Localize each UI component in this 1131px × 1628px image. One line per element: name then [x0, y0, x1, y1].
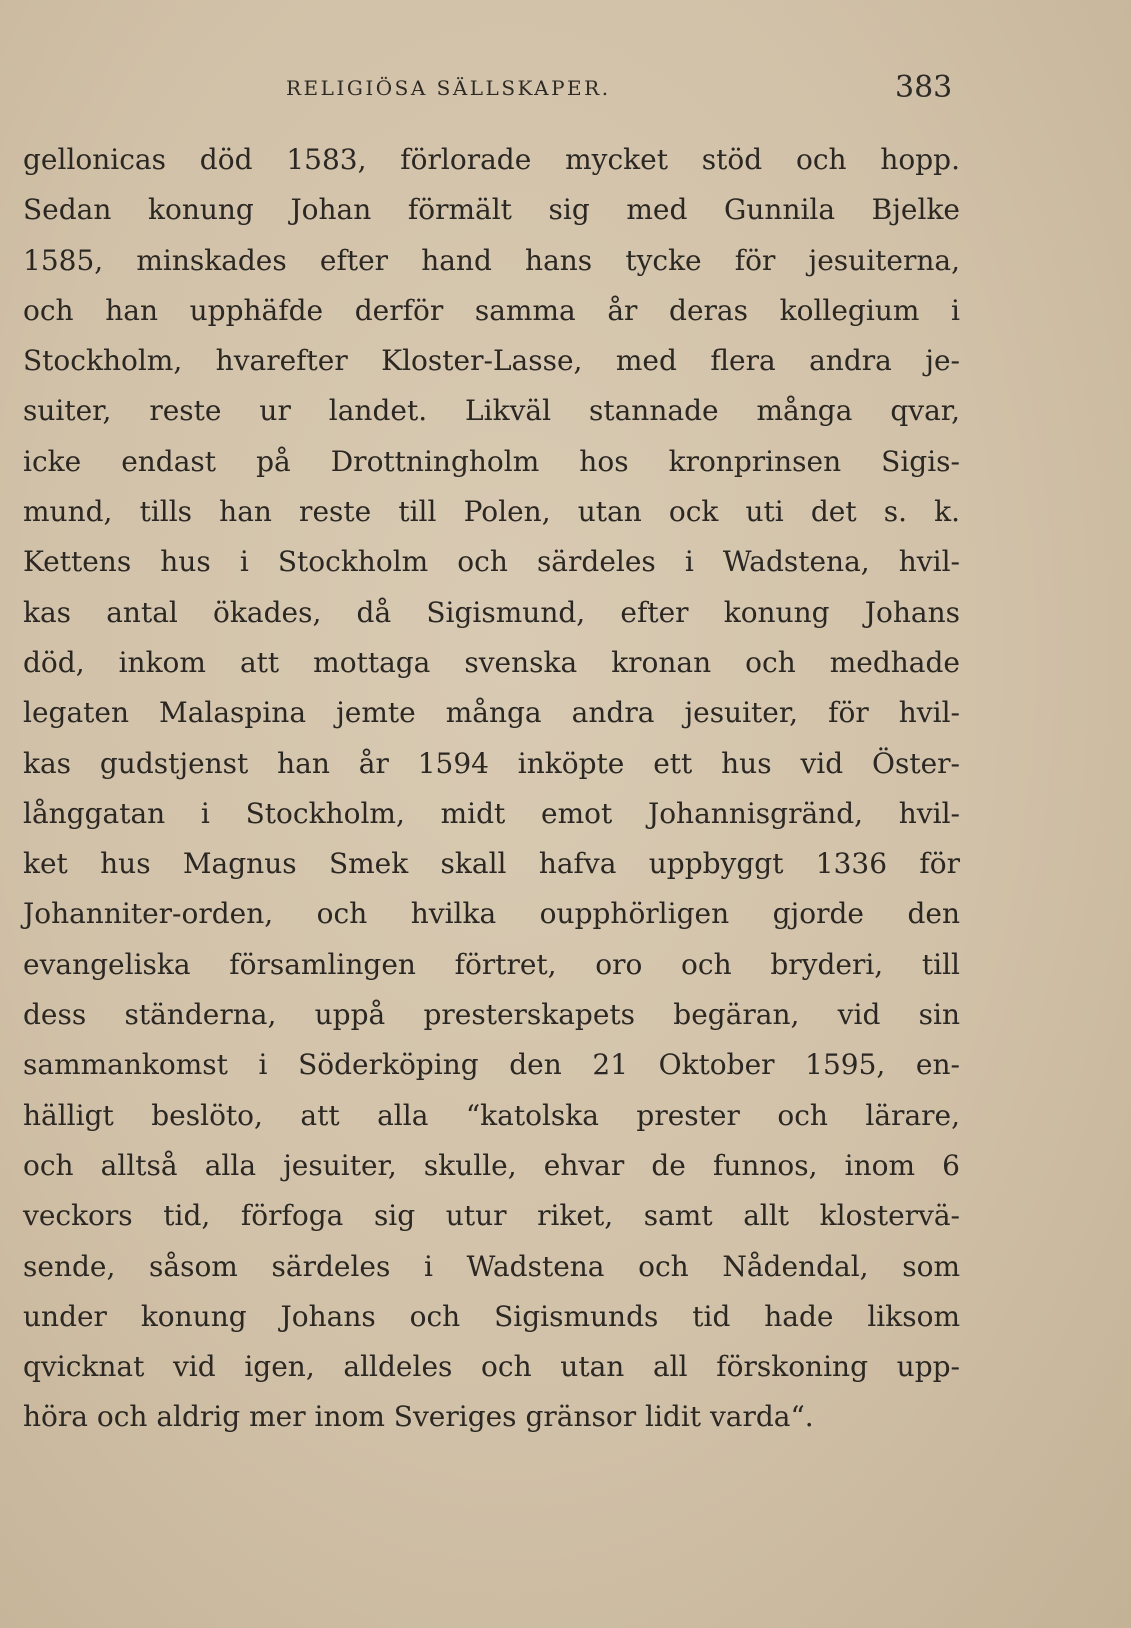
text-line: och alltså alla jesuiter, skulle, ehvar de funnos, inom 6 — [23, 1148, 960, 1182]
running-head — [0, 70, 960, 110]
text-line: under konung Johans och Sigismunds tid hade liksom — [23, 1299, 960, 1333]
text-line: gellonicas död 1583, förlorade mycket stöd och hopp. — [23, 143, 960, 176]
text-line: och han upphäfde derför samma år deras kollegium i — [23, 293, 960, 327]
text-line: evangeliska församlingen förtret, oro och bryderi, till — [23, 947, 960, 981]
text-line: qvicknat vid igen, alldeles och utan all förskoning upp- — [23, 1350, 960, 1384]
text-line: mund, tills han reste till Polen, utan ock uti det s. k. — [23, 495, 960, 529]
text-line: sammankomst i Söderköping den 21 Oktober 1595, en- — [23, 1048, 960, 1082]
text-line: ket hus Magnus Smek skall hafva uppbyggt 1336 för — [23, 847, 960, 881]
text-line: Kettens hus i Stockholm och särdeles i Wadstena, hvil- — [23, 545, 960, 579]
text-line: sende, såsom särdeles i Wadstena och Nådendal, som — [23, 1249, 960, 1283]
text-line: suiter, reste ur landet. Likväl stannade många qvar, — [23, 394, 960, 428]
text-line: legaten Malaspina jemte många andra jesuiter, för hvil- — [23, 696, 960, 730]
text-line: höra och aldrig mer inom Sveriges gränsor lidit varda“. — [23, 1400, 814, 1434]
text-line: död, inkom att mottaga svenska kronan och medhade — [23, 645, 960, 679]
text-line: hälligt beslöto, att alla “katolska prester och lärare, — [23, 1098, 960, 1132]
text-line: Stockholm, hvarefter Kloster-Lasse, med flera andra je- — [23, 344, 960, 378]
text-line: Sedan konung Johan förmält sig med Gunnila Bjelke — [23, 193, 960, 227]
text-line: kas gudstjenst han år 1594 inköpte ett hus vid Öster- — [23, 746, 960, 780]
text-line: icke endast på Drottningholm hos kronprinsen Sigis- — [23, 444, 960, 478]
text-line: Johanniter-orden, och hvilka oupphörligen gjorde den — [23, 897, 960, 931]
text-line: dess ständerna, uppå presterskapets begäran, vid sin — [23, 998, 960, 1032]
text-line: veckors tid, förfoga sig utur riket, samt allt klostervä- — [23, 1199, 960, 1233]
text-line: långgatan i Stockholm, midt emot Johannisgränd, hvil- — [23, 796, 960, 830]
text-line: 1585, minskades efter hand hans tycke för jesuiterna, — [23, 243, 960, 277]
body-text — [23, 135, 960, 1443]
page-number: 383 — [895, 70, 953, 105]
text-line: kas antal ökades, då Sigismund, efter konung Johans — [23, 595, 960, 629]
running-title: RELIGIÖSA SÄLLSKAPER. — [286, 76, 611, 100]
